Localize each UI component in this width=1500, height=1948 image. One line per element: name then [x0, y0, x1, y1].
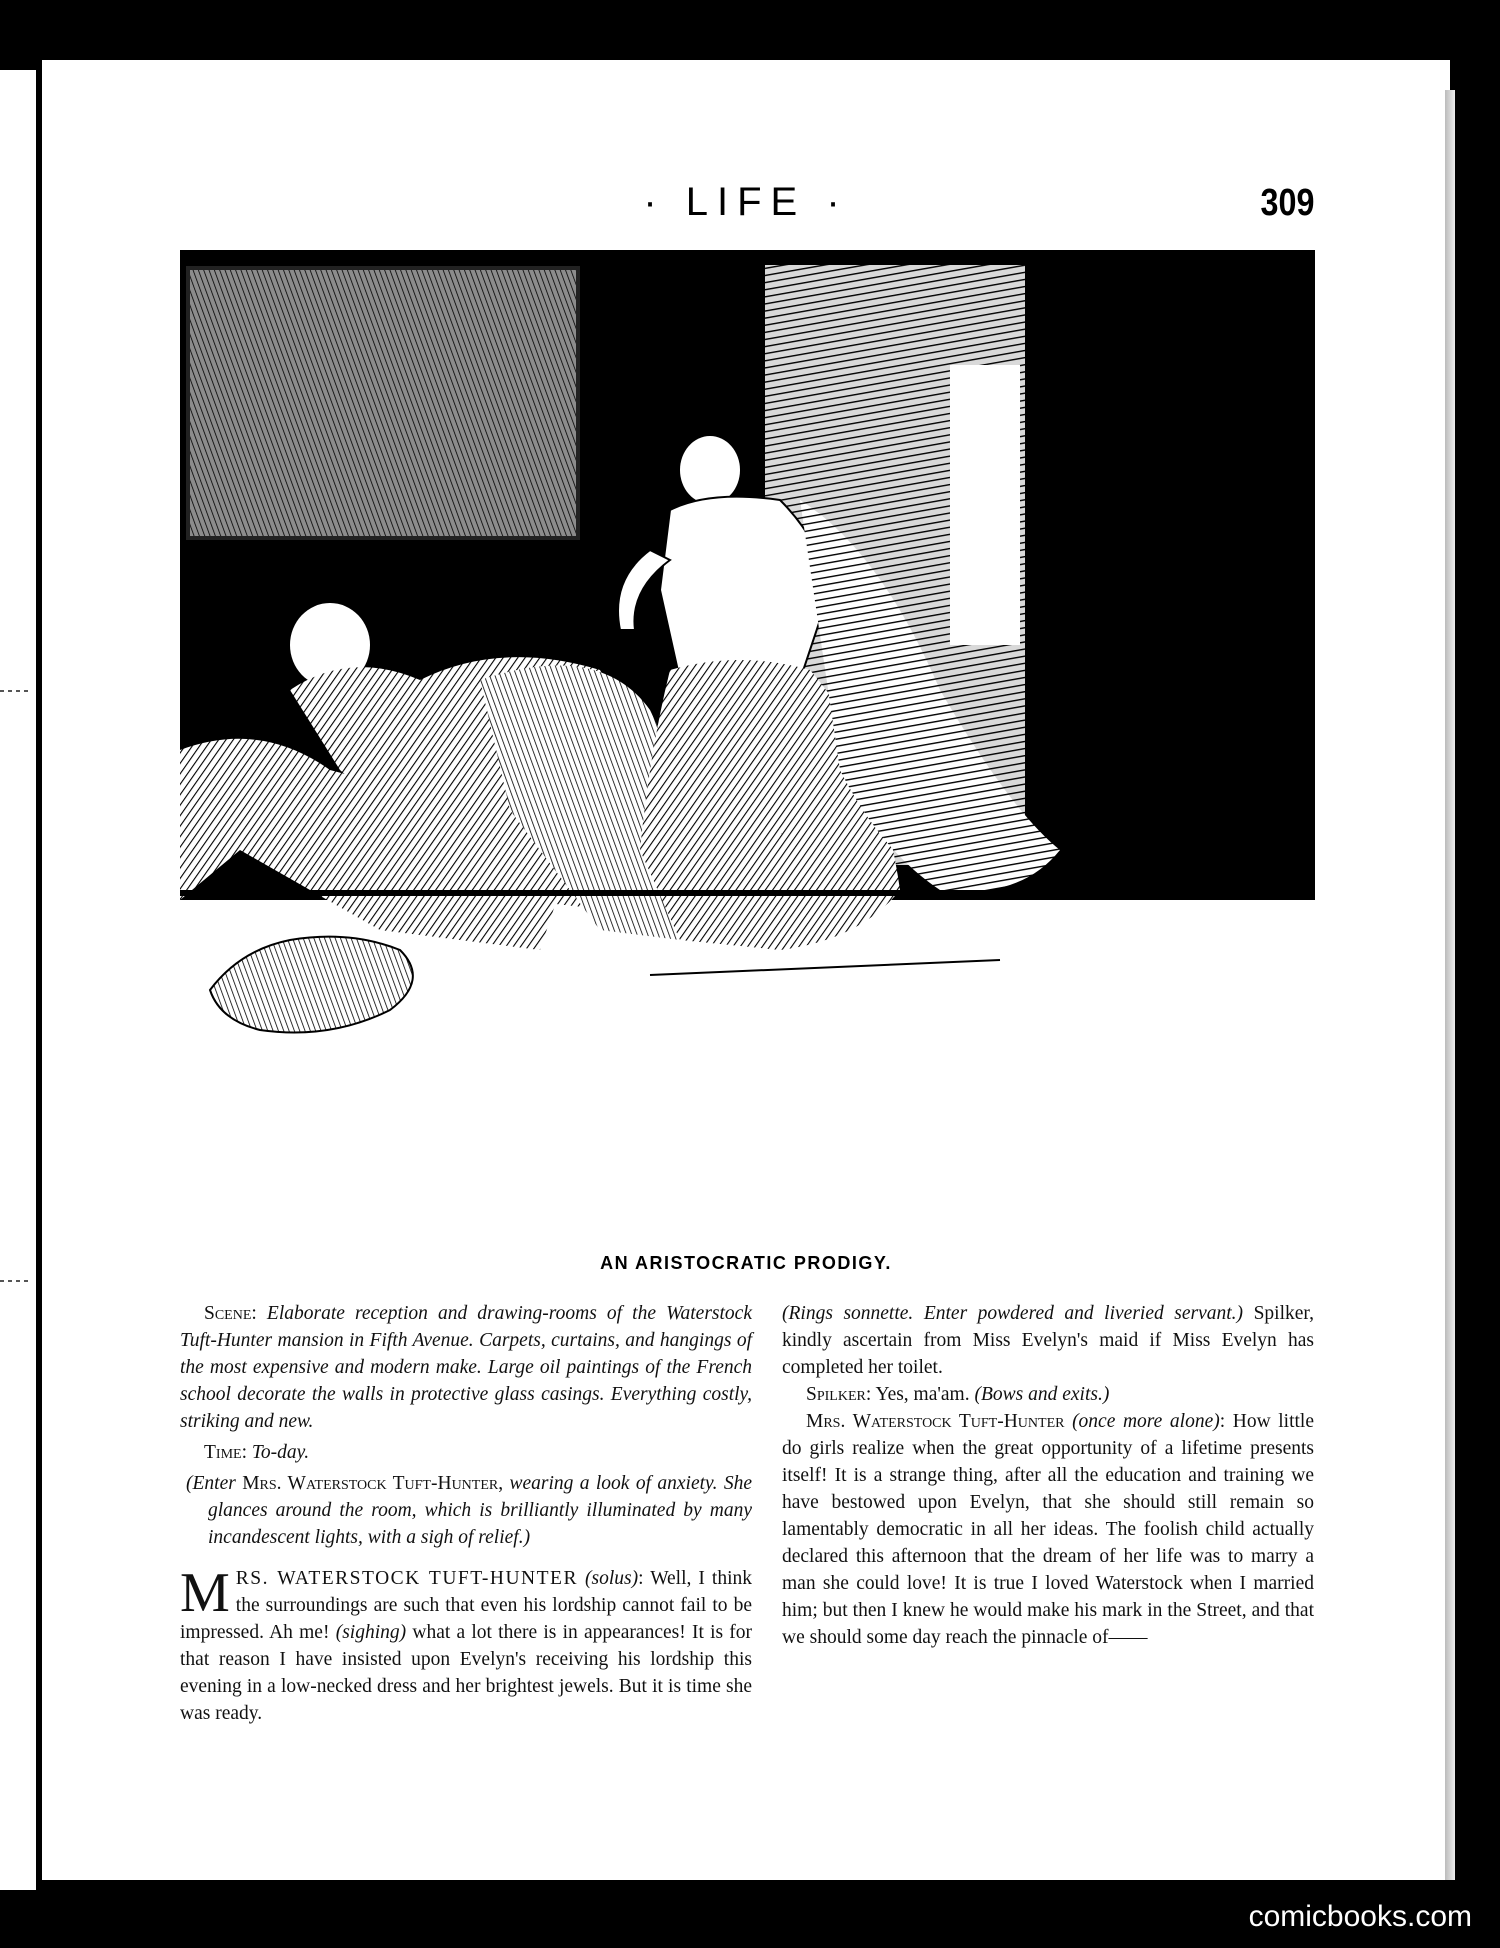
page-edge-shadow: [1445, 90, 1455, 1880]
text-column-left: [180, 1300, 752, 1727]
closing-speaker-name: Mrs. Waterstock Tuft-Hunter: [806, 1411, 1065, 1432]
closing-speech-text: How little do girls realize when the great opportunity of a lifetime presents itself! It is a strange thing, after all the education and training we have bestowed upon Evelyn, that she should still remain so lamentably democratic in all her ideas. The foolish child actually declared this afternoon that the dream of her life was to marry a man she could love! It is true I loved Waterstock when I married him; but then I knew he would make his mark in the Street, and that we should some day reach the pinnacle of——: [782, 1411, 1314, 1648]
speaker-name: RS. WATERSTOCK TUFT-HUNTER: [235, 1568, 578, 1589]
magazine-page: [42, 60, 1450, 1880]
speech-part-b: what a lot there is in appearances! It is for that reason I have insisted upon Evelyn's receiving his lordship this evening in a low-necked dress and her brightest jewels. But it is time she was ready.: [180, 1622, 753, 1724]
speech-sighing: (sighing): [335, 1622, 407, 1643]
spilker-direction: (Bows and exits.): [974, 1384, 1110, 1405]
speech-part-a: Well, I think the surroundings are such that even his lordship cannot fail to be impressed. Ah me!: [180, 1568, 753, 1643]
site-watermark: comicbooks.com: [1248, 1900, 1472, 1933]
spilker-reply: Yes, ma'am.: [875, 1384, 970, 1405]
masthead: · LIFE ·: [643, 180, 849, 224]
stage-direction-enter: (Enter Mrs. Waterstock Tuft-Hunter, wearing a look of anxiety. She glances around the room, which is brilliantly illuminated by many incandescent lights, with a sigh of relief.): [186, 1473, 753, 1548]
enter-character-name: Mrs. Waterstock Tuft-Hunter,: [242, 1473, 504, 1494]
scene-label: Scene: [204, 1303, 252, 1324]
opening-speech: MRS. WATERSTOCK TUFT-HUNTER (solus): Well, I think the surroundings are such that even his lordship cannot fail to be impressed. Ah me! (sighing) what a lot there is in appearances! It is for that reason I have insisted upon Evelyn's receiving his lordship this evening in a low-necked dress and her brightest jewels. But it is time she was ready.: [180, 1562, 753, 1724]
illustration-caption: AN ARISTOCRATIC PRODIGY.: [600, 1253, 892, 1273]
facing-page-edge: [0, 70, 39, 1890]
speaker-direction: (solus): [585, 1568, 639, 1589]
page-number: 309: [1260, 182, 1314, 224]
speech-part-c: Spilker, kindly ascertain from Miss Evelyn's maid if Miss Evelyn has completed her toilet.: [782, 1303, 1314, 1378]
drop-cap-letter: M: [180, 1562, 230, 1624]
time-value: To-day.: [251, 1442, 310, 1463]
pen-and-ink-illustration: [180, 250, 1315, 1195]
time-label: Time: [204, 1442, 242, 1463]
closing-speech: Mrs. Waterstock Tuft-Hunter (once more alone): How little do girls realize when the great opportunity of a lifetime presents itself! It is a strange thing, after all the education and training we have bestowed upon Evelyn, that she should still remain so lamentably democratic in all her ideas. The foolish child actually declared this afternoon that the dream of her life was to marry a man she could love! It is true I loved Waterstock when I married him; but then I knew he would make his mark in the Street, and that we should some day reach the pinnacle of——: [782, 1411, 1314, 1648]
scene-description: Elaborate reception and drawing-rooms of the Waterstock Tuft-Hunter mansion in Fifth Avenue. Carpets, curtains, and hangings of the most expensive and modern make. Large oil paintings of the French school decorate the walls in protective glass casings. Everything costly, striking and new.: [180, 1303, 752, 1432]
rings-direction: (Rings sonnette. Enter powdered and liveried servant.): [782, 1303, 1244, 1324]
enter-direction-text: wearing a look of anxiety. She glances around the room, which is brilliantly illuminated by many incandescent lights, with a sigh of relief.): [208, 1473, 753, 1548]
closing-speaker-direction: (once more alone): [1072, 1411, 1220, 1432]
time-paragraph: Time: To-day.: [204, 1442, 310, 1463]
continuation-paragraph: [782, 1300, 1314, 1381]
text-column-right: [782, 1300, 1314, 1651]
spilker-label: Spilker: [806, 1384, 866, 1405]
spilker-paragraph: Spilker: Yes, ma'am. (Bows and exits.): [806, 1384, 1110, 1405]
scene-paragraph: Scene: Elaborate reception and drawing-rooms of the Waterstock Tuft-Hunter mansion in Fifth Avenue. Carpets, curtains, and hangings of the most expensive and modern make. Large oil paintings of the French school decorate the walls in protective glass casings. Everything costly, striking and new.: [180, 1303, 752, 1432]
page-header: [42, 180, 1450, 240]
